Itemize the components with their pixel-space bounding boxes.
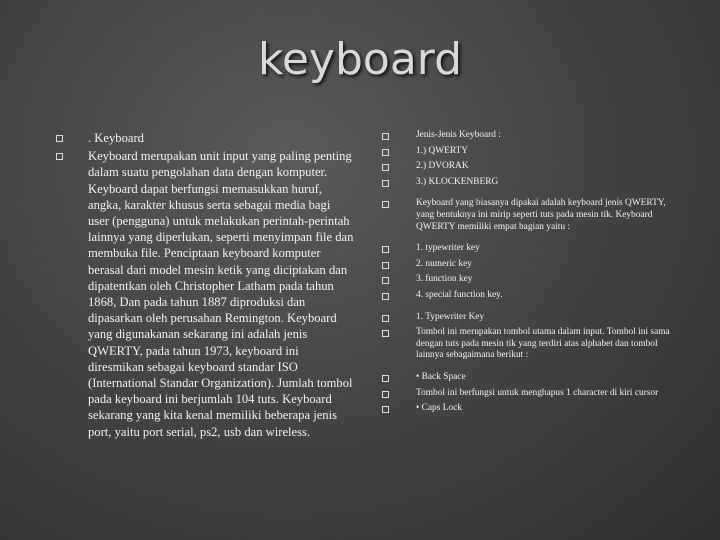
list-item: [382, 130, 682, 142]
list-item: [382, 372, 682, 384]
bullet-text: 3.) KLOCKENBERG: [416, 176, 499, 187]
list-item: [382, 274, 682, 286]
bullet-text: • Caps Lock: [416, 403, 462, 414]
list-item: [382, 161, 682, 173]
square-bullet-icon: [382, 262, 389, 269]
square-bullet-icon: [382, 201, 389, 208]
bullet-text: 4. special function key.: [416, 289, 503, 300]
bullet-text: Jenis-Jenis Keyboard :: [416, 130, 501, 140]
square-bullet-icon: [382, 164, 389, 171]
square-bullet-icon: [382, 391, 389, 398]
bullet-text: Keyboard yang biasanya dipakai adalah keyboard jenis QWERTY, yang bentuknya ini mirip seperti tuts pada mesin tik. Keyboard QWERTY memiliki empat bagian yaitu :: [416, 198, 666, 232]
list-item: [382, 198, 682, 233]
bullet-text: 1. typewriter key: [416, 243, 480, 254]
slide-title: keyboard: [257, 34, 463, 85]
list-item: [382, 177, 682, 189]
bullet-text: Tombol ini berfungsi untuk menghapus 1 character di kiri cursor: [416, 387, 659, 398]
bullet-text: Tombol ini merupakan tombol utama dalam input. Tombol ini sama dengan tuts pada mesin tik yang terdiri atas alphabet dan tombol lainnya sebagaimana berikut :: [416, 327, 670, 361]
list-item: [382, 259, 682, 271]
square-bullet-icon: [382, 406, 389, 413]
square-bullet-icon: [382, 293, 389, 300]
square-bullet-icon: [382, 180, 389, 187]
square-bullet-icon: [382, 375, 389, 382]
square-bullet-icon: [382, 246, 389, 253]
bullet-text: Keyboard merupakan unit input yang paling penting dalam suatu pengolahan data dengan komputer. Keyboard dapat berfungsi memasukkan huruf, angka, karakter khusus serta sebagai media bagi user (pengguna) untuk melakukan perintah-perintah lainnya yang diperlukan, seperti menyimpan file dan membuka file. Penciptaan keyboard komputer berasal dari model mesin ketik yang diciptakan dan dipatentkan oleh Christopher Latham pada tahun 1868, Dan pada tahun 1887 diproduksi dan dipasarkan oleh perusahan Remington. Keyboard yang digunakanan sekarang ini adalah jenis QWERTY, pada tahun 1973, keyboard ini diresmikan sebagai keyboard standar ISO (International Standar Organization). Jumlah tombol pada keyboard ini berjumlah 104 tuts. Keyboard sekarang yang kita kenal memiliki beberapa jenis port, yaitu port serial, ps2, usb dan wireless.: [88, 149, 354, 439]
bullet-text: • Back Space: [416, 371, 466, 382]
list-item: [382, 146, 682, 158]
bullet-text: . Keyboard: [88, 131, 144, 145]
square-bullet-icon: [382, 330, 389, 337]
list-item: [382, 312, 682, 324]
square-bullet-icon: [382, 277, 389, 284]
right-bullet-list: [382, 130, 682, 419]
bullet-text: 1.) QWERTY: [416, 145, 469, 156]
square-bullet-icon: [382, 133, 389, 140]
list-item: [56, 148, 354, 440]
list-item: [382, 403, 682, 415]
list-item: [56, 130, 354, 146]
bullet-text: 1. Typewriter Key: [416, 311, 485, 322]
bullet-text: 3. function key: [416, 274, 473, 285]
square-bullet-icon: [382, 315, 389, 322]
square-bullet-icon: [56, 135, 63, 142]
list-item: [382, 243, 682, 255]
left-bullet-list: [56, 130, 354, 440]
list-item: [382, 388, 682, 400]
square-bullet-icon: [382, 149, 389, 156]
bullet-text: 2. numeric key: [416, 258, 472, 269]
square-bullet-icon: [56, 153, 63, 160]
list-item: [382, 290, 682, 302]
list-item: [382, 327, 682, 362]
bullet-text: 2.) DVORAK: [416, 161, 469, 172]
